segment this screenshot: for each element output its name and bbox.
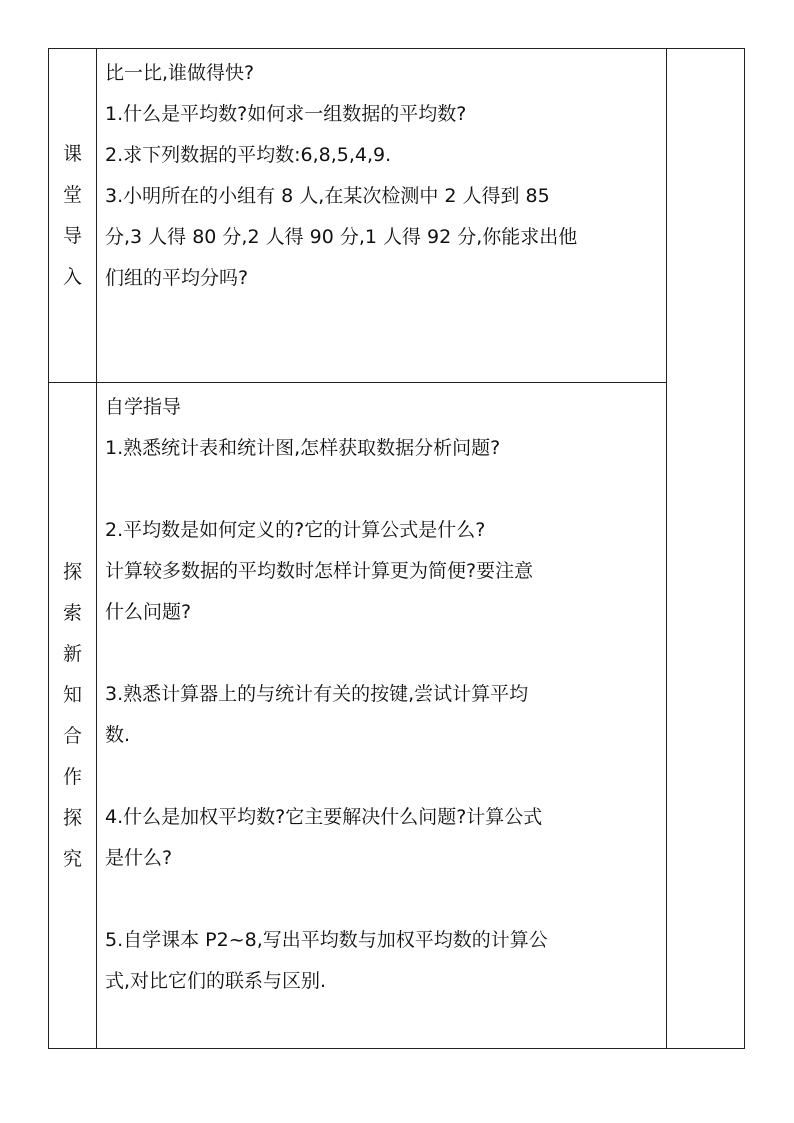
content-line: 2.求下列数据的平均数:6,8,5,4,9. <box>105 144 392 166</box>
content-line: 们组的平均分吗? <box>105 267 249 289</box>
table-row-explore-new-knowledge <box>49 383 745 1049</box>
content-line: 3.熟悉计算器上的与统计有关的按键,尝试计算平均 <box>105 683 529 705</box>
content-line: 自学指导 <box>105 396 182 418</box>
content-line: 2.平均数是如何定义的?它的计算公式是什么? <box>105 519 486 541</box>
blank-line <box>105 756 660 797</box>
label-char: 新 <box>62 642 82 665</box>
notes-column <box>667 49 745 1049</box>
table-row-classroom-intro <box>49 49 745 383</box>
section-content-classroom-intro <box>97 49 667 383</box>
content-line: 1.熟悉统计表和统计图,怎样获取数据分析问题? <box>105 437 501 459</box>
label-char: 合 <box>62 724 82 747</box>
label-char: 究 <box>62 847 82 870</box>
content-line: 分,3 人得 80 分,2 人得 90 分,1 人得 92 分,你能求出他 <box>105 226 578 248</box>
content-line: 式,对比它们的联系与区别. <box>105 970 327 992</box>
content-line: 1.什么是平均数?如何求一组数据的平均数? <box>105 103 467 125</box>
blank-line <box>105 879 660 920</box>
content-line: 比一比,谁做得快? <box>105 62 255 84</box>
label-char: 导 <box>62 224 82 247</box>
content-line: 3.小明所在的小组有 8 人,在某次检测中 2 人得到 85 <box>105 185 550 207</box>
label-char: 探 <box>62 806 82 829</box>
content-line: 5.自学课本 P2~8,写出平均数与加权平均数的计算公 <box>105 929 548 951</box>
lesson-plan-table <box>48 48 745 1049</box>
label-char: 课 <box>62 142 82 165</box>
section-label-explore <box>49 383 97 1049</box>
content-line: 是什么? <box>105 847 173 869</box>
blank-line <box>105 469 660 510</box>
content-line: 什么问题? <box>105 601 192 623</box>
section-label-classroom-intro <box>49 49 97 383</box>
label-char: 知 <box>62 683 82 706</box>
label-char: 探 <box>62 560 82 583</box>
label-char: 堂 <box>62 183 82 206</box>
label-char: 作 <box>62 765 82 788</box>
section-content-explore <box>97 383 667 1049</box>
label-char: 索 <box>62 601 82 624</box>
content-line: 数. <box>105 724 131 746</box>
blank-line <box>105 633 660 674</box>
content-line: 计算较多数据的平均数时怎样计算更为简便?要注意 <box>105 560 534 582</box>
label-char: 入 <box>62 265 82 288</box>
content-line: 4.什么是加权平均数?它主要解决什么问题?计算公式 <box>105 806 543 828</box>
